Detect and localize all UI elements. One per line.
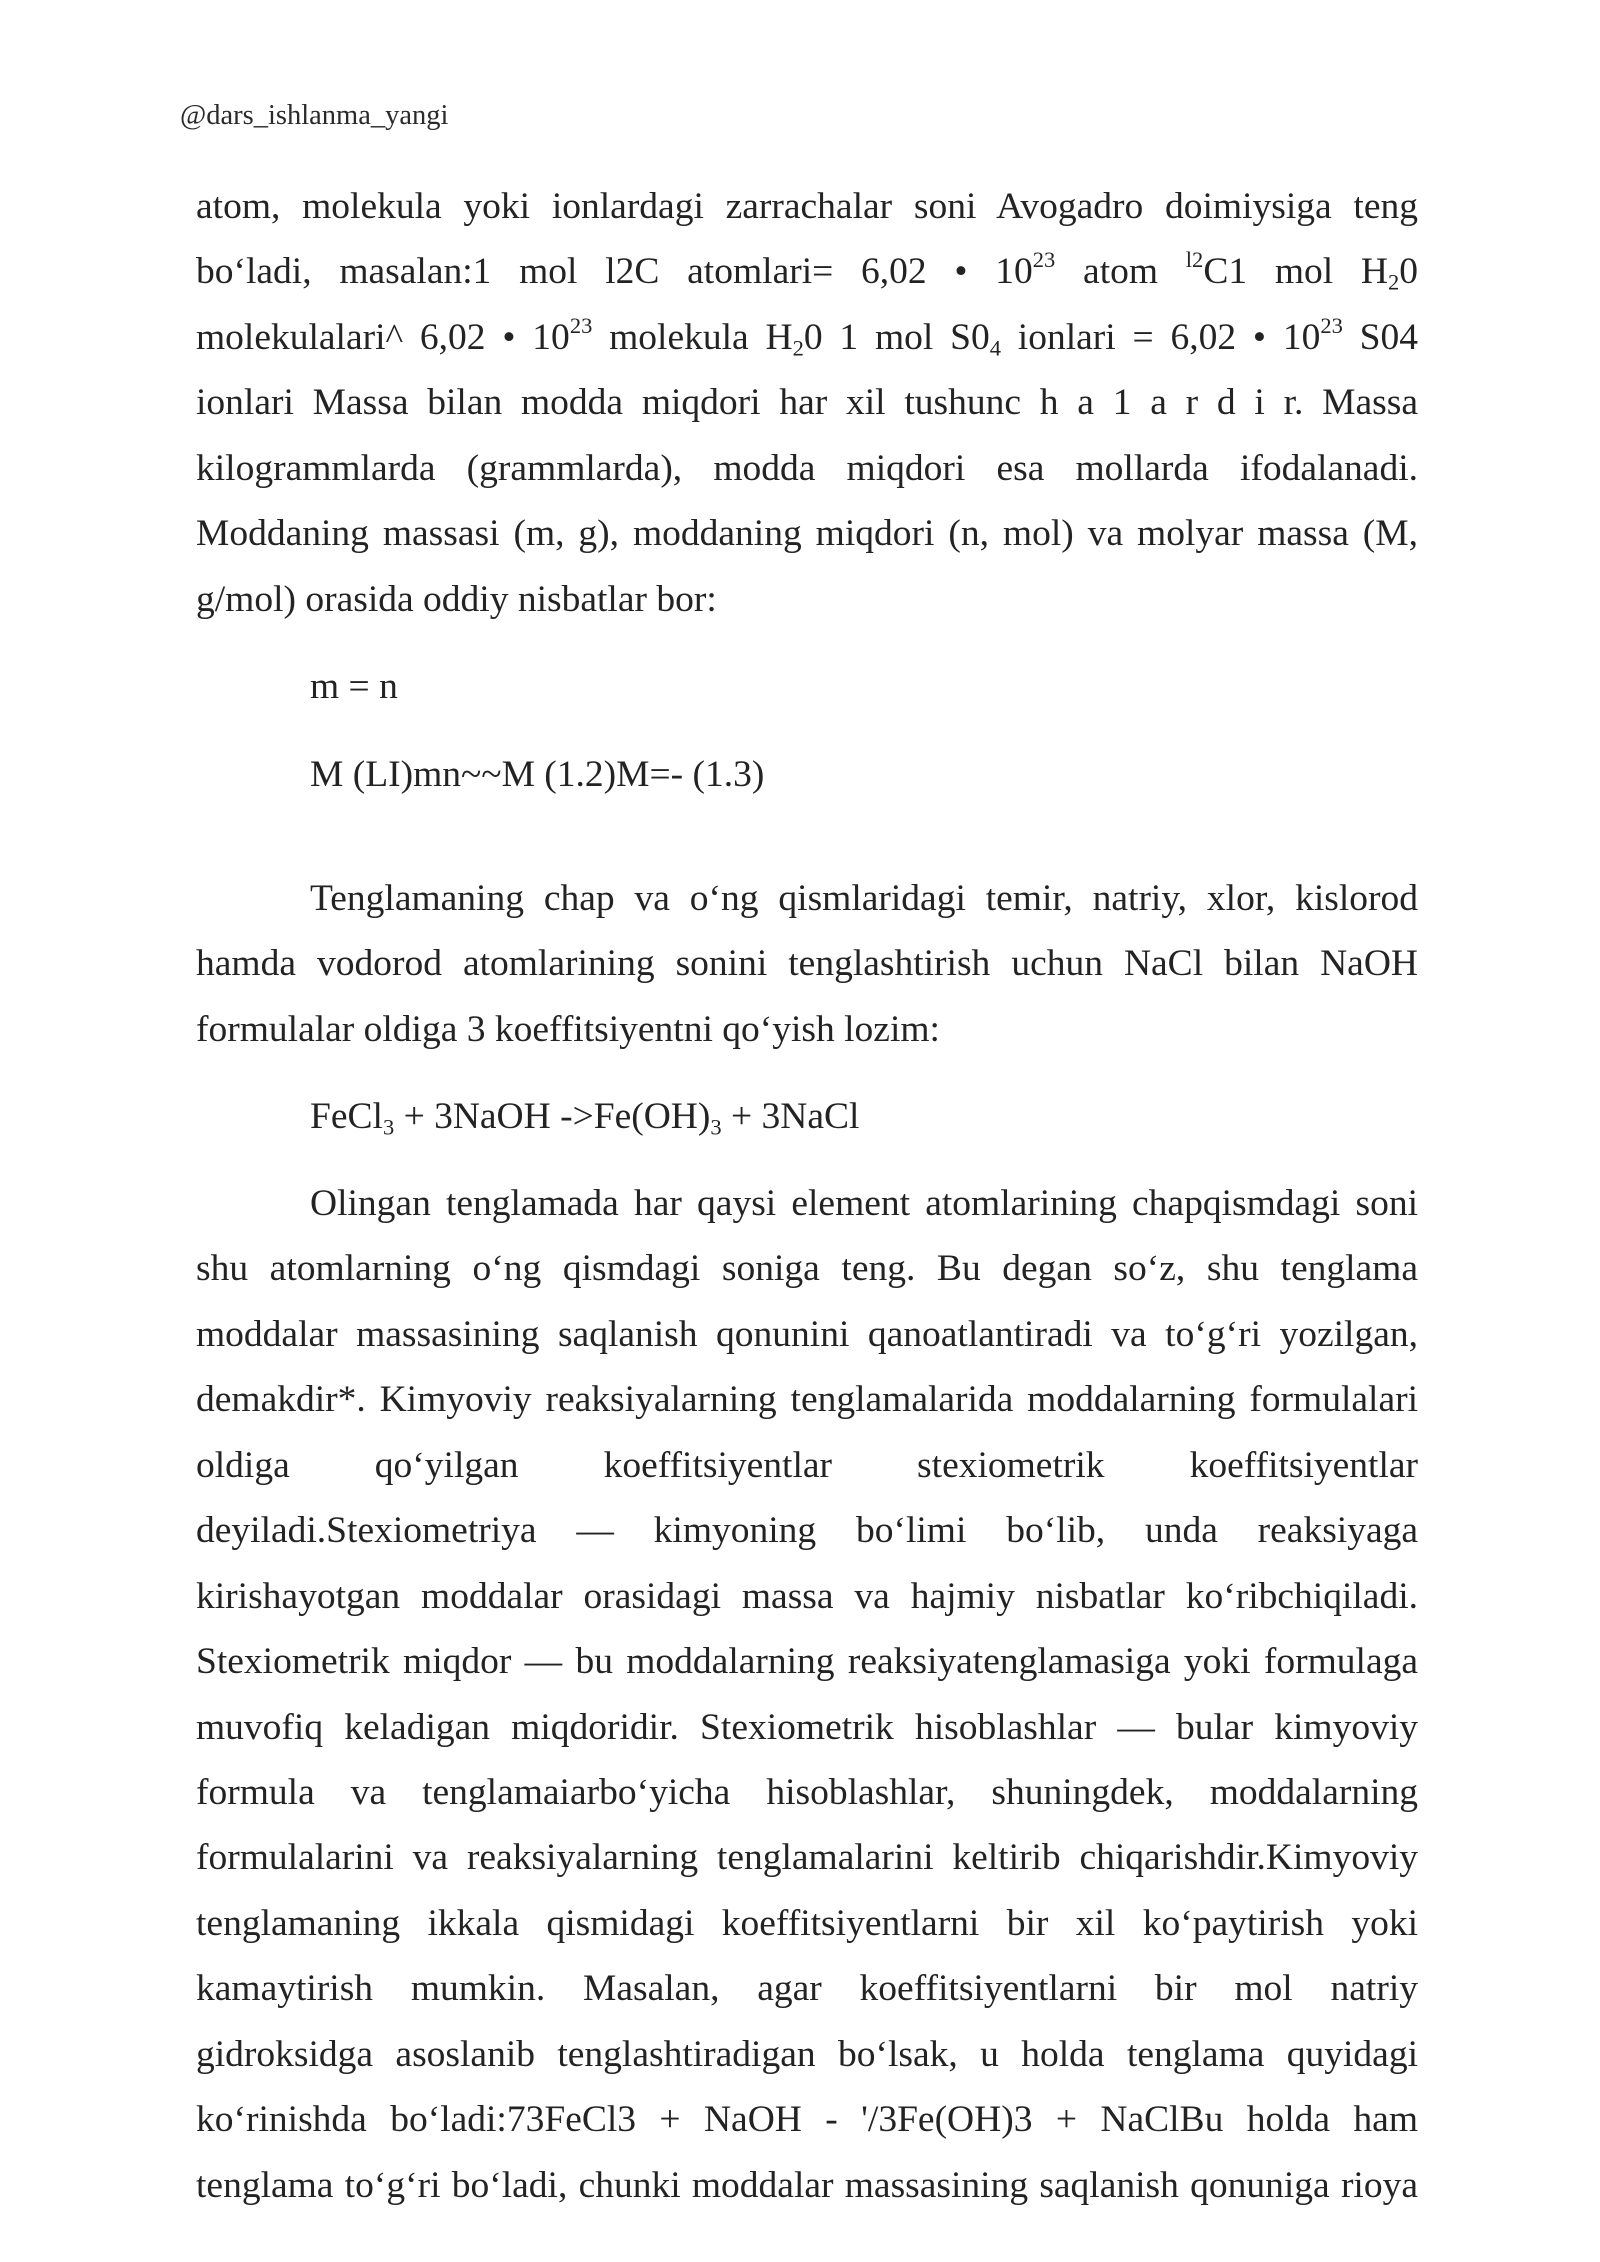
subscript: 3 bbox=[710, 1114, 722, 1140]
text-line: shu atomlarning o‘ng qismdagi soniga teng. Bu degan so‘z, shu tenglama bbox=[196, 1248, 1418, 1290]
text-line: tenglama to‘g‘ri bo‘ladi, chunki moddalar massasining saqlanish qonuniga rioya bbox=[196, 2164, 1418, 2206]
text-line: oldiga qo‘yilgan koeffitsiyentlar stexiometrik koeffitsiyentlar bbox=[196, 1444, 1418, 1486]
text-line: ionlari Massa bilan modda miqdori har xil tushunc h a 1 a r d i r. Massa bbox=[196, 382, 1418, 424]
text-line: kirishayotgan moddalar orasidagi massa va hajmiy nisbatlar ko‘ribchiqiladi. bbox=[196, 1575, 1418, 1617]
text-segment: molekula H bbox=[592, 316, 793, 358]
text-line: kilogrammlarda (grammlarda), modda miqdori esa mollarda ifodalanadi. bbox=[196, 447, 1418, 489]
paragraph-2 bbox=[196, 866, 1418, 1062]
text-line: Olingan tenglamada har qaysi element atomlarining chapqismdagi soni bbox=[310, 1183, 1418, 1224]
text-segment: S04 bbox=[1342, 316, 1418, 358]
text-line: atom, molekula yoki ionlardagi zarrachalar soni Avogadro doimiysiga teng bbox=[196, 186, 1418, 227]
text-segment: molekulalari^ 6,02 • 10 bbox=[196, 316, 570, 358]
superscript: 23 bbox=[569, 312, 593, 338]
subscript: 3 bbox=[382, 1114, 395, 1140]
text-line bbox=[196, 239, 1418, 304]
channel-handle: @dars_ishlanma_yangi bbox=[180, 100, 449, 131]
text-segment: FeCl bbox=[310, 1096, 383, 1137]
superscript: 23 bbox=[1320, 312, 1343, 338]
text-segment: + 3NaOH ->Fe(OH) bbox=[394, 1096, 711, 1137]
paragraph-1 bbox=[196, 174, 1418, 632]
text-segment: atom bbox=[1055, 251, 1186, 293]
text-line: demakdir*. Kimyoviy reaksiyalarning tenglamalarida moddalarning formulalari bbox=[196, 1379, 1418, 1421]
formula-line: M (LI)mn~~M (1.2)M=- (1.3) bbox=[310, 754, 765, 795]
text-line: formula va tenglamaiarbo‘yicha hisoblashlar, shuningdek, moddalarning bbox=[196, 1771, 1418, 1813]
text-line: formulalar oldiga 3 koeffitsiyentni qo‘yish lozim: bbox=[196, 1008, 940, 1050]
text-line: Moddaning massasi (m, g), moddaning miqdori (n, mol) va molyar massa (M, bbox=[196, 513, 1418, 555]
reaction-equation bbox=[310, 1084, 859, 1149]
text-line: gidroksidga asoslanib tenglashtiradigan bo‘lsak, u holda tenglama quyidagi bbox=[196, 2033, 1418, 2075]
text-line: kamaytirish mumkin. Masalan, agar koeffitsiyentlarni bir mol natriy bbox=[196, 1968, 1418, 2010]
text-segment: ionlari = 6,02 • 10 bbox=[1000, 316, 1321, 358]
text-segment: + 3NaCl bbox=[721, 1096, 860, 1137]
text-line: Tenglamaning chap va o‘ng qismlaridagi temir, natriy, xlor, kislorod bbox=[310, 878, 1418, 919]
paragraph-3 bbox=[196, 1171, 1418, 2218]
superscript: l2 bbox=[1185, 247, 1204, 273]
text-line: muvofiq keladigan miqdoridir. Stexiometrik hisoblashlar — bular kimyoviy bbox=[196, 1706, 1418, 1748]
text-segment: C1 mol H bbox=[1203, 251, 1389, 293]
text-line: tenglamaning ikkala qismidagi koeffitsiyentlarni bir xil ko‘paytirish yoki bbox=[196, 1902, 1418, 1944]
subscript: 4 bbox=[989, 335, 1001, 361]
subscript: 2 bbox=[1388, 269, 1400, 295]
text-line: ko‘rinishda bo‘ladi:73FeCl3 + NaOH - '/3Fe(OH)3 + NaClBu holda ham bbox=[196, 2099, 1418, 2141]
text-line: hamda vodorod atomlarining sonini tenglashtirish uchun NaCl bilan NaOH bbox=[196, 943, 1418, 985]
text-segment: 0 bbox=[1399, 251, 1419, 293]
text-line: formulalarini va reaksiyalarning tenglamalarini keltirib chiqarishdir.Kimyoviy bbox=[196, 1837, 1418, 1879]
subscript: 2 bbox=[792, 335, 804, 361]
text-segment: bo‘ladi, masalan:1 mol l2C atomlari= 6,02 • 10 bbox=[196, 251, 1033, 293]
text-line: g/mol) orasida oddiy nisbatlar bor: bbox=[196, 578, 717, 620]
text-line bbox=[196, 305, 1418, 370]
superscript: 23 bbox=[1032, 247, 1056, 273]
text-line: Stexiometrik miqdor — bu moddalarning reaksiyatenglamasiga yoki formulaga bbox=[196, 1641, 1418, 1683]
text-line: deyiladi.Stexiometriya — kimyoning bo‘limi bo‘lib, unda reaksiyaga bbox=[196, 1510, 1418, 1552]
text-line: moddalar massasining saqlanish qonunini qanoatlantiradi va to‘g‘ri yozilgan, bbox=[196, 1313, 1418, 1355]
text-segment: 0 1 mol S0 bbox=[803, 316, 990, 358]
formula-line: m = n bbox=[310, 666, 398, 707]
